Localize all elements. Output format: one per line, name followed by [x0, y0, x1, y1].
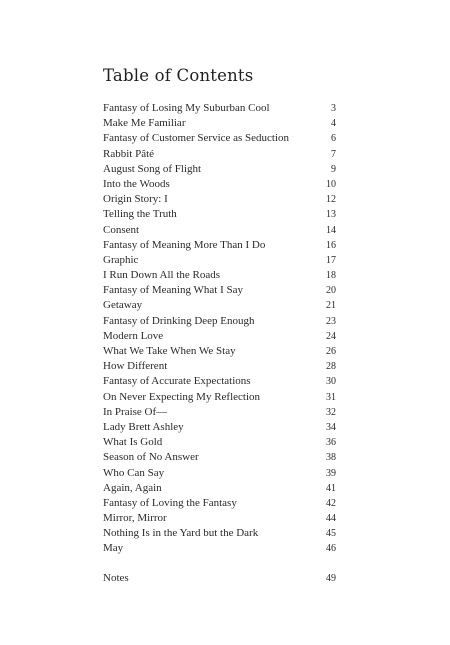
toc-entry[interactable]: [103, 466, 336, 481]
toc-entry-page-number: 14: [326, 224, 336, 236]
toc-entry[interactable]: [103, 344, 336, 359]
toc-entry-title: Rabbit Pâté: [103, 147, 155, 160]
toc-entry-notes[interactable]: [103, 571, 336, 586]
toc-entry[interactable]: [103, 541, 336, 556]
toc-entry[interactable]: [103, 192, 336, 207]
toc-entry-page-number: 41: [326, 482, 336, 494]
toc-entry-title: August Song of Flight: [103, 162, 202, 175]
toc-entry-title: Fantasy of Drinking Deep Enough: [103, 314, 255, 327]
toc-entry-page-number: 17: [326, 254, 336, 266]
toc-entry[interactable]: [103, 298, 336, 313]
toc-entry-page-number: 31: [326, 391, 336, 403]
toc-entry[interactable]: [103, 116, 336, 131]
toc-entry-page-number: 32: [326, 406, 336, 418]
toc-entry-title: Consent: [103, 223, 140, 236]
toc-entry-page-number: 49: [326, 573, 336, 584]
toc-entry-page-number: 24: [326, 330, 336, 342]
toc-entry-title: Fantasy of Losing My Suburban Cool: [103, 102, 270, 114]
toc-entry-title: Fantasy of Meaning More Than I Do: [103, 238, 266, 251]
toc-entry-title: Getaway: [103, 299, 143, 312]
toc-entry-page-number: 26: [326, 346, 336, 357]
toc-entry-title: Telling the Truth: [103, 208, 177, 221]
toc-entry-title: Lady Brett Ashley: [103, 420, 184, 433]
toc-entry-title: Nothing Is in the Yard but the Dark: [103, 527, 259, 540]
toc-entry-page-number: 7: [331, 148, 336, 160]
toc-entry[interactable]: [103, 147, 336, 162]
toc-entry-page-number: 10: [326, 178, 336, 190]
toc-entry[interactable]: [103, 390, 336, 405]
toc-entry[interactable]: [103, 481, 336, 496]
toc-entry[interactable]: [103, 511, 336, 526]
toc-entry-page-number: 6: [331, 133, 336, 145]
toc-entry[interactable]: [103, 420, 336, 435]
toc-entry[interactable]: [103, 283, 336, 298]
toc-entry-title: In Praise Of—: [103, 405, 168, 418]
toc-entry-page-number: 9: [331, 163, 336, 175]
toc-entry-title: I Run Down All the Roads: [103, 269, 221, 282]
toc-entry[interactable]: [103, 359, 336, 374]
toc-entry-title: Origin Story: I: [103, 193, 168, 206]
toc-entry[interactable]: [103, 223, 336, 238]
toc-entry-page-number: 18: [326, 270, 336, 282]
toc-entry-page-number: 21: [326, 300, 336, 312]
toc-entry-title: Fantasy of Meaning What I Say: [103, 284, 244, 297]
toc-entry[interactable]: [103, 435, 336, 450]
toc-entry-title: Season of No Answer: [103, 451, 199, 464]
toc-entry-page-number: 46: [326, 543, 336, 555]
toc-entry-page-number: 3: [331, 103, 336, 114]
toc-entry-page-number: 44: [326, 513, 336, 525]
toc-entry-page-number: 28: [326, 361, 336, 373]
toc-entry[interactable]: [103, 253, 336, 268]
toc-entry[interactable]: [103, 314, 336, 329]
toc-entry-page-number: 42: [326, 497, 336, 509]
toc-entry[interactable]: [103, 177, 336, 192]
toc-entry[interactable]: [103, 268, 336, 283]
toc-list: [103, 101, 336, 557]
toc-entry-page-number: 12: [326, 194, 336, 206]
toc-entry-title: May: [103, 542, 124, 555]
toc-entry[interactable]: [103, 374, 336, 389]
toc-entry-page-number: 34: [326, 421, 336, 433]
toc-entry-page-number: 45: [326, 528, 336, 540]
toc-entry-title: Mirror, Mirror: [103, 512, 167, 525]
toc-entry-title: Into the Woods: [103, 177, 170, 190]
toc-entry-title: On Never Expecting My Reflection: [103, 390, 261, 403]
toc-entry-title: Again, Again: [103, 481, 162, 494]
toc-entry-page-number: 36: [326, 437, 336, 449]
toc-heading: Table of Contents: [103, 66, 254, 85]
toc-entry-title: Make Me Familiar: [103, 117, 186, 130]
toc-entry-title: Notes: [103, 572, 129, 584]
toc-entry-page-number: 30: [326, 376, 336, 388]
toc-entry[interactable]: [103, 526, 336, 541]
toc-entry-title: Graphic: [103, 253, 139, 266]
toc-entry-title: What We Take When We Stay: [103, 345, 236, 357]
toc-entry[interactable]: [103, 405, 336, 420]
toc-entry-title: Modern Love: [103, 329, 164, 342]
toc-entry[interactable]: [103, 101, 336, 116]
toc-entry-page-number: 16: [326, 239, 336, 251]
toc-entry[interactable]: [103, 496, 336, 511]
toc-entry[interactable]: [103, 131, 336, 146]
toc-entry-page-number: 20: [326, 285, 336, 297]
toc-entry-title: Fantasy of Accurate Expectations: [103, 375, 251, 388]
toc-entry-title: How Different: [103, 360, 168, 373]
toc-entry-page-number: 39: [326, 467, 336, 479]
toc-entry[interactable]: [103, 329, 336, 344]
toc-entry[interactable]: [103, 162, 336, 177]
toc-entry-title: What Is Gold: [103, 436, 163, 449]
toc-entry[interactable]: [103, 238, 336, 253]
toc-entry[interactable]: [103, 207, 336, 222]
toc-entry-page-number: 13: [326, 209, 336, 221]
toc-entry-title: Fantasy of Customer Service as Seduction: [103, 132, 290, 145]
toc-entry-page-number: 38: [326, 452, 336, 464]
toc-entry-title: Fantasy of Loving the Fantasy: [103, 496, 237, 509]
toc-entry[interactable]: [103, 450, 336, 465]
toc-entry-title: Who Can Say: [103, 466, 165, 479]
toc-entry-page-number: 23: [326, 315, 336, 327]
toc-entry-page-number: 4: [331, 118, 336, 130]
